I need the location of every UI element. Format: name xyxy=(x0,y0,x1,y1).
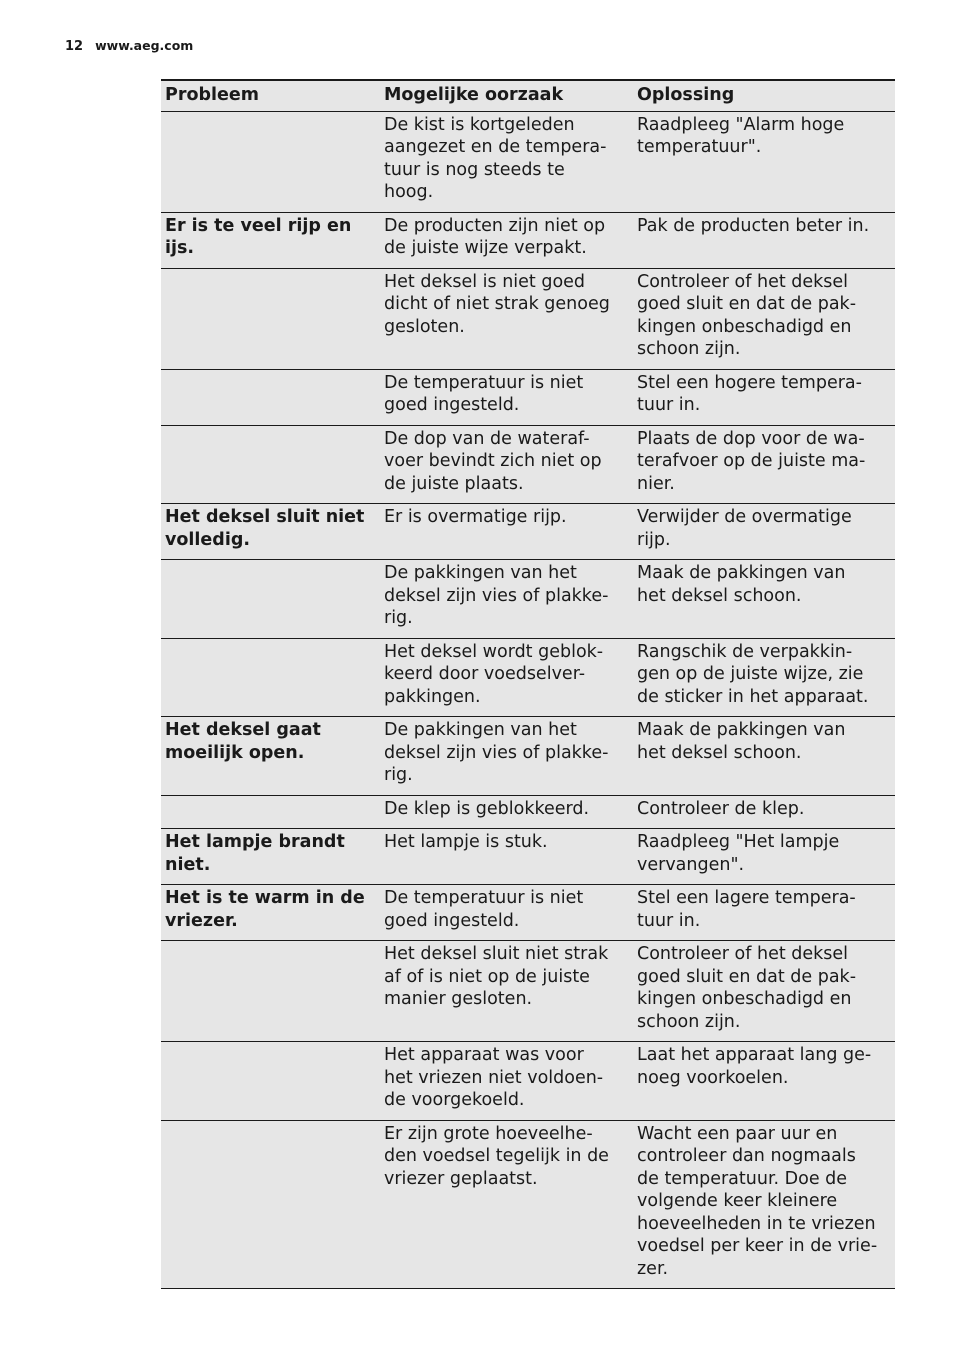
page-number: 12 xyxy=(65,39,84,54)
table-row xyxy=(161,268,895,369)
solution-cell: Controleer of het deksel goed sluit en dat de pak- kingen onbeschadigd en schoon zijn. xyxy=(633,941,895,1042)
problem-cell xyxy=(161,1042,380,1121)
column-header-solution: Oplossing xyxy=(633,80,895,111)
cause-cell: De kist is kortgeleden aangezet en de tempera- tuur is nog steeds te hoog. xyxy=(380,111,633,212)
cause-cell: De temperatuur is niet goed ingesteld. xyxy=(380,885,633,941)
table-row xyxy=(161,829,895,885)
problem-cell xyxy=(161,268,380,369)
table-row xyxy=(161,504,895,560)
table-row xyxy=(161,425,895,504)
problem-cell: Het deksel gaat moeilijk open. xyxy=(161,717,380,796)
problem-cell: Het is te warm in de vriezer. xyxy=(161,885,380,941)
problem-cell xyxy=(161,941,380,1042)
table-row xyxy=(161,638,895,717)
table-row xyxy=(161,111,895,212)
table-row xyxy=(161,717,895,796)
problem-cell: Er is te veel rijp en ijs. xyxy=(161,212,380,268)
cause-cell: De klep is geblokkeerd. xyxy=(380,795,633,829)
problem-cell xyxy=(161,560,380,639)
cause-cell: De producten zijn niet op de juiste wijze verpakt. xyxy=(380,212,633,268)
problem-cell xyxy=(161,425,380,504)
solution-cell: Stel een hogere tempera- tuur in. xyxy=(633,369,895,425)
table-row xyxy=(161,1120,895,1289)
column-header-problem: Probleem xyxy=(161,80,380,111)
cause-cell: Het deksel is niet goed dicht of niet strak genoeg gesloten. xyxy=(380,268,633,369)
table-row xyxy=(161,941,895,1042)
problem-cell xyxy=(161,1120,380,1289)
cause-cell: Het deksel sluit niet strak af of is niet op de juiste manier gesloten. xyxy=(380,941,633,1042)
cause-cell: De temperatuur is niet goed ingesteld. xyxy=(380,369,633,425)
solution-cell: Wacht een paar uur en controleer dan nogmaals de temperatuur. Doe de volgende keer kleinere hoeveelheden in te vriezen voedsel per keer in de vrie- zer. xyxy=(633,1120,895,1289)
solution-cell: Pak de producten beter in. xyxy=(633,212,895,268)
cause-cell: Het deksel wordt geblok- keerd door voedselver- pakkingen. xyxy=(380,638,633,717)
problem-cell xyxy=(161,111,380,212)
solution-cell: Raadpleeg "Het lampje vervangen". xyxy=(633,829,895,885)
problem-cell xyxy=(161,369,380,425)
page-header xyxy=(65,38,193,54)
table-row xyxy=(161,560,895,639)
problem-cell xyxy=(161,795,380,829)
table-row xyxy=(161,795,895,829)
table-row xyxy=(161,1042,895,1121)
header-url: www.aeg.com xyxy=(95,38,194,53)
cause-cell: Er is overmatige rijp. xyxy=(380,504,633,560)
problem-cell xyxy=(161,638,380,717)
cause-cell: Er zijn grote hoeveelhe- den voedsel tegelijk in de vriezer geplaatst. xyxy=(380,1120,633,1289)
column-header-cause: Mogelijke oorzaak xyxy=(380,80,633,111)
cause-cell: De dop van de wateraf- voer bevindt zich niet op de juiste plaats. xyxy=(380,425,633,504)
solution-cell: Stel een lagere tempera- tuur in. xyxy=(633,885,895,941)
cause-cell: De pakkingen van het deksel zijn vies of plakke- rig. xyxy=(380,717,633,796)
solution-cell: Controleer of het deksel goed sluit en dat de pak- kingen onbeschadigd en schoon zijn. xyxy=(633,268,895,369)
problem-cell: Het lampje brandt niet. xyxy=(161,829,380,885)
cause-cell: De pakkingen van het deksel zijn vies of plakke- rig. xyxy=(380,560,633,639)
solution-cell: Plaats de dop voor de wa- terafvoer op de juiste ma- nier. xyxy=(633,425,895,504)
solution-cell: Rangschik de verpakkin- gen op de juiste wijze, zie de sticker in het apparaat. xyxy=(633,638,895,717)
solution-cell: Raadpleeg "Alarm hoge temperatuur". xyxy=(633,111,895,212)
table-row xyxy=(161,369,895,425)
solution-cell: Controleer de klep. xyxy=(633,795,895,829)
problem-cell: Het deksel sluit niet volledig. xyxy=(161,504,380,560)
solution-cell: Verwijder de overmatige rijp. xyxy=(633,504,895,560)
troubleshooting-table xyxy=(161,79,895,1289)
cause-cell: Het lampje is stuk. xyxy=(380,829,633,885)
table-row xyxy=(161,212,895,268)
solution-cell: Laat het apparaat lang ge- noeg voorkoelen. xyxy=(633,1042,895,1121)
solution-cell: Maak de pakkingen van het deksel schoon. xyxy=(633,717,895,796)
table-row xyxy=(161,885,895,941)
cause-cell: Het apparaat was voor het vriezen niet voldoen- de voorgekoeld. xyxy=(380,1042,633,1121)
solution-cell: Maak de pakkingen van het deksel schoon. xyxy=(633,560,895,639)
table-header-row xyxy=(161,80,895,111)
